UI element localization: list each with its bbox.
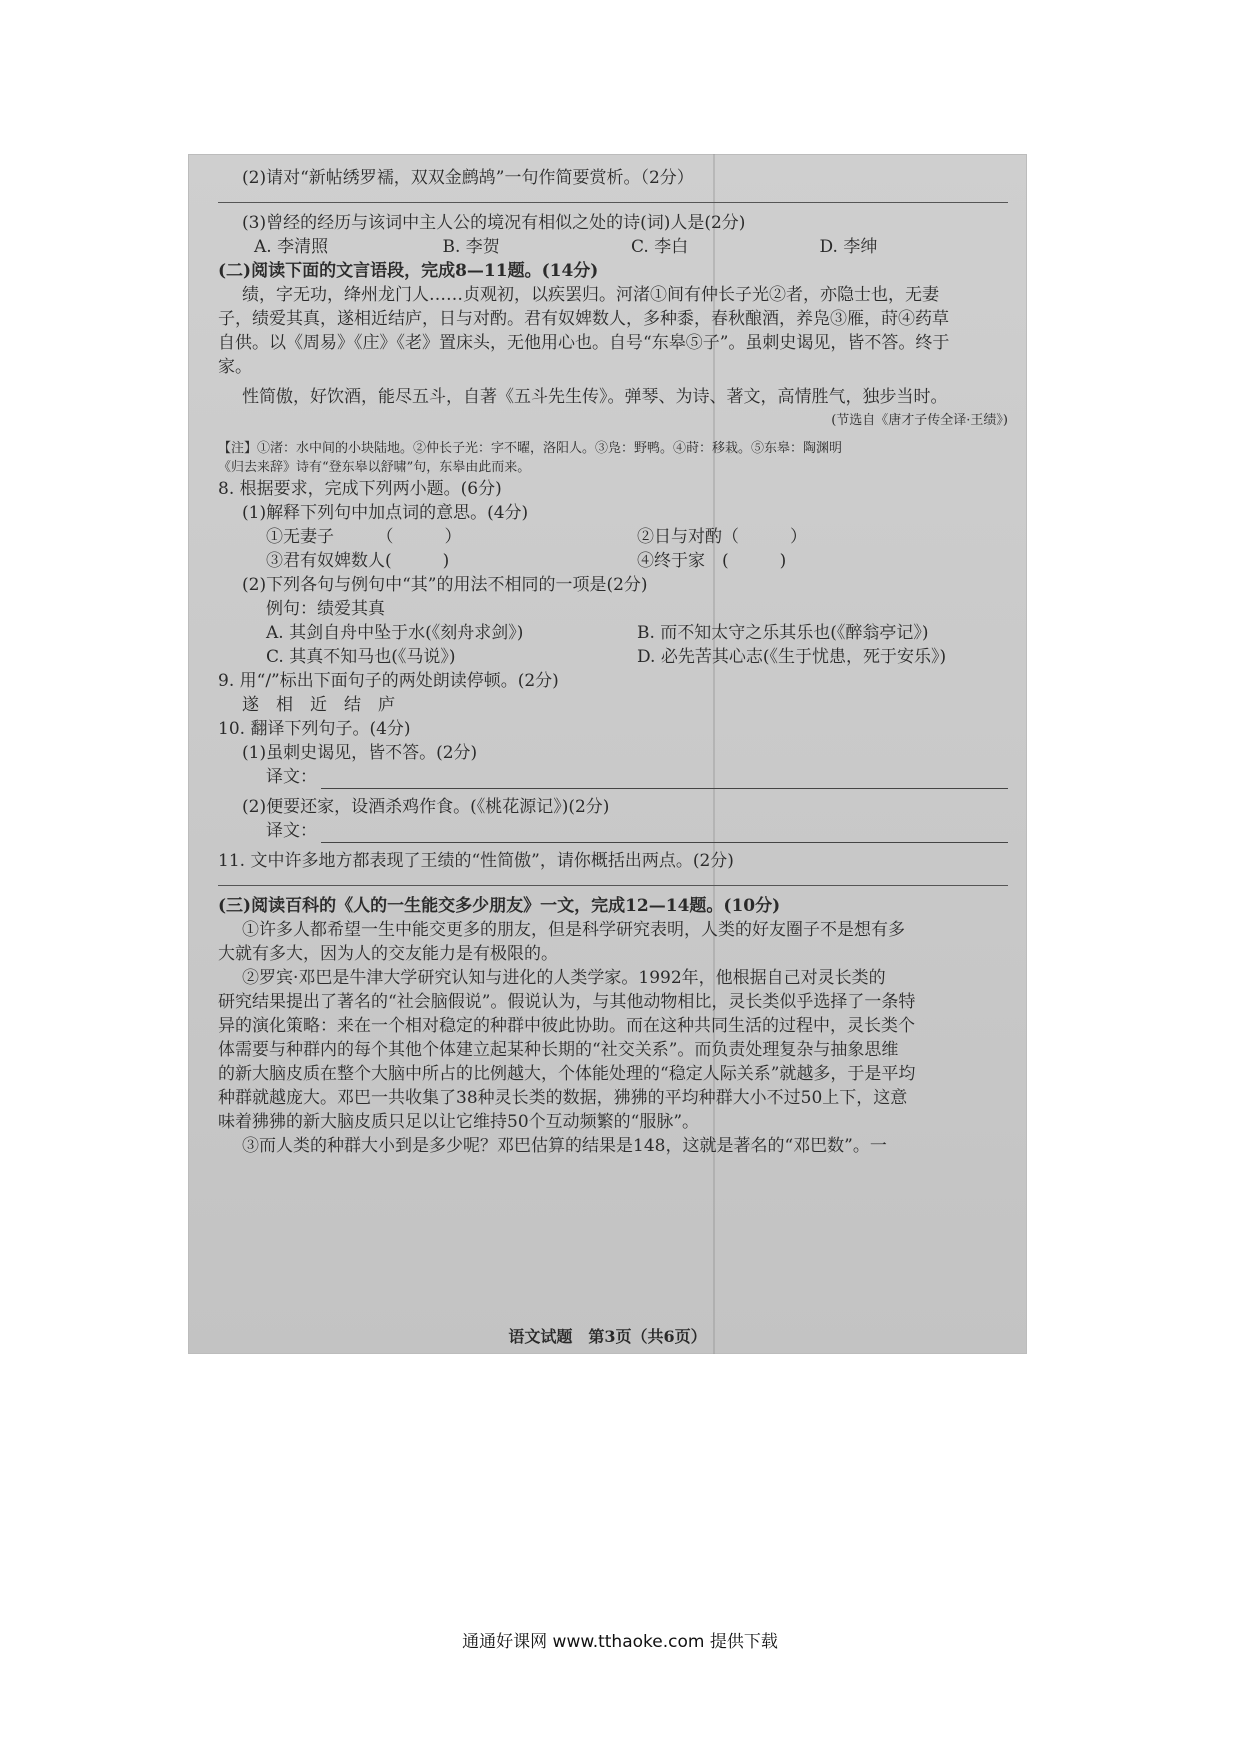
q8-item: ①无妻子 （ ） [266,527,462,547]
article-line: 的新大脑皮质在整个大脑中所占的比例越大，个体能处理的“稳定人际关系”就越多，于是平均 [218,1064,916,1084]
translation-line [218,765,1008,789]
q7-subquestion-2: (2)请对“新帖绣罗襦，双双金鹧鸪”一句作简要赏析。（2分） [242,168,694,188]
article-line: 大就有多大，因为人的交友能力是有极限的。 [218,944,558,964]
article-line: ③而人类的种群大小到是多少呢？邓巴估算的结果是148，这就是著名的“邓巴数”。一 [242,1136,887,1156]
article-line: ①许多人都希望一生中能交更多的朋友，但是科学研究表明，人类的好友圈子不是想有多 [242,920,905,940]
q8-options-row [218,621,1008,645]
passage-line: 子，绩爱其真，遂相近结庐，日与对酌。君有奴婢数人，多种黍，春秋酿酒，养凫③雁，莳④药草 [218,309,949,329]
q10-sentence-1: (1)虽刺史谒见，皆不答。(2分) [242,743,478,763]
option-a: A. 李清照 [254,237,329,257]
q8-items-row [218,549,1008,573]
q10-title: 10. 翻译下列句子。(4分) [218,719,411,739]
passage-line: 绩，字无功，绛州龙门人……贞观初，以疾罢归。河渚①间有仲长子光②者，亦隐士也，无妻 [242,285,939,305]
option-b: B. 李贺 [442,237,500,257]
section-2-heading: (二)阅读下面的文言语段，完成8—11题。(14分) [218,261,599,281]
q9-sentence: 遂 相 近 结 庐 [242,695,395,715]
q8-options-row [218,645,1008,669]
q8-items-row [218,525,1008,549]
article-line: 体需要与种群内的每个其他个体建立起某种长期的“社交关系”。而负责处理复杂与抽象思维 [218,1040,899,1060]
q8-part-2: (2)下列各句与例句中“其”的用法不相同的一项是(2分) [242,575,648,595]
answer-line [321,770,1008,789]
passage-line: 性简傲，好饮酒，能尽五斗，自著《五斗先生传》。弹琴、为诗、著文，高情胜气，独步当时。 [242,387,948,407]
answer-line [218,196,1008,203]
option-d: D. 必先苦其心志(《生于忧患，死于安乐》) [637,647,947,667]
q8-item: ③君有奴婢数人( ) [266,551,450,571]
option-c: C. 其真不知马也(《马说》) [266,647,456,667]
q9-title: 9. 用“/”标出下面句子的两处朗读停顿。(2分) [218,671,559,691]
article-line: 异的演化策略：来在一个相对稳定的种群中彼此协助。而在这种共同生活的过程中，灵长类个 [218,1016,915,1036]
answer-line [321,824,1008,843]
option-a: A. 其剑自舟中坠于水(《刻舟求剑》) [266,623,524,643]
q8-example: 例句：绩爱其真 [266,599,385,619]
section-3-heading: (三)阅读百科的《人的一生能交多少朋友》一文，完成12—14题。(10分) [218,896,781,916]
exam-content [218,166,1008,1158]
q8-item: ④终于家 ( ) [637,551,787,571]
option-c: C. 李白 [631,237,689,257]
translation-label: 译文： [266,821,317,841]
passage-source: (节选自《唐才子传全译·王绩》) [831,413,1008,428]
page-footer: 语文试题 第3页（共6页） [508,1327,707,1346]
download-credit: 通通好课网 www.tthaoke.com 提供下载 [462,1632,778,1652]
q8-part-1: (1)解释下列句中加点词的意思。(4分) [242,503,529,523]
passage-line: 家。 [218,357,252,377]
q11-title: 11. 文中许多地方都表现了王绩的“性简傲”，请你概括出两点。(2分) [218,851,734,871]
q7-subquestion-3: (3)曾经的经历与该词中主人公的境况有相似之处的诗(词)人是(2分) [242,213,746,233]
q8-item: ②日与对酌（ ） [637,527,807,547]
passage-line: 自供。以《周易》《庄》《老》置床头，无他用心也。自号“东皋⑤子”。虽刺史谒见，皆不答。终于 [218,333,950,353]
translation-line [218,819,1008,843]
q8-title: 8. 根据要求，完成下列两小题。(6分) [218,479,502,499]
option-b: B. 而不知太守之乐其乐也(《醉翁亭记》) [637,623,929,643]
scanned-page-photo [188,154,1027,1354]
option-d: D. 李绅 [819,237,878,257]
article-line: 研究结果提出了著名的“社会脑假说”。假说认为，与其他动物相比，灵长类似乎选择了一条特 [218,992,916,1012]
article-line: 味着狒狒的新大脑皮质只足以让它维持50个互动频繁的“服脉”。 [218,1112,700,1132]
passage-note: 【注】①渚：水中间的小块陆地。②仲长子光：字不曜，洛阳人。③凫：野鸭。④莳：移栽。⑤东皋：陶渊明 [218,441,843,456]
q7-options [218,235,1008,259]
translation-label: 译文： [266,767,317,787]
passage-note: 《归去来辞》诗有“登东皋以舒啸”句，东皋由此而来。 [218,460,531,475]
answer-line [218,879,1008,886]
article-line: ②罗宾·邓巴是牛津大学研究认知与进化的人类学家。1992年，他根据自己对灵长类的 [242,968,886,988]
article-line: 种群就越庞大。邓巴一共收集了38种灵长类的数据，狒狒的平均种群大小不过50上下，这意 [218,1088,908,1108]
q10-sentence-2: (2)便要还家，设酒杀鸡作食。(《桃花源记》)(2分) [242,797,610,817]
